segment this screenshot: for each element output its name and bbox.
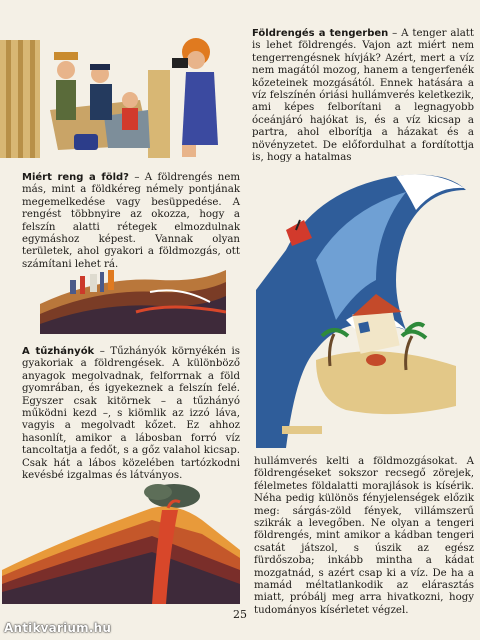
sea-earthquake-text-top (252, 28, 474, 164)
why-shake-section (22, 172, 240, 271)
why-shake-heading: Miért reng a föld? (22, 172, 129, 183)
volcanoes-heading: A tűzhányók (22, 346, 95, 357)
tourists-ruins-illustration (0, 30, 242, 158)
volcanoes-section (22, 346, 240, 482)
why-shake-body: – A földrengés nem más, mint a földkéreg némely pontjának megemelkedése vagy besüppedése. A rengést többnyire az okozza, hogy a felszín alatti rétegek elmozdulnak egymáshoz képest. Vannak olyan területek, ahol gyakori a földmozgás, ott számítani lehet rá. (22, 172, 241, 270)
sea-earthquake-body-bottom: hullámverés kelti a földmozgásokat. A földrengéseket sokszor recsegő zörejek, félelmetes földalatti morajlások is kísérik. Néha pedig különös fényjelenségek előzik meg: sárgás-zöld fények, villámszerű szikrák a levegőben. Ne olyan a tengeri földrengés, mint amikor a kádban tengeri csatát játszol, s úszik az egész fürdőszoba; inkább mintha a kádat mozgatnád, s azért csap ki a víz. De ha a mamád méltatlankodik az elárasztás miatt, próbálj meg arra hivatkozni, hogy tudományos kísérletet végzel. (254, 456, 474, 616)
sea-earthquake-text-bottom (254, 456, 474, 617)
sea-earthquake-heading: Földrengés a tengerben (252, 28, 389, 39)
watermark-text: Antikvarium.hu (4, 621, 112, 635)
tsunami-wave-illustration (256, 170, 476, 448)
page-number: 25 (233, 608, 247, 621)
volcanoes-body: – Tűzhányók környékén is gyakoriak a földrengések. A különböző anyagok megolvadnak, felforrnak a föld gyomrában, és igyekeznek a felszín felé. Egyszer csak kitörnek – a tűzhányó működni kezd –, s kiömlik az izzó láva, vagyis a megolvadt kőzet. Ez ahhoz hasonlít, amikor a lábosban forró víz tancoltatja a fedőt, s a gőz valahol kicsap. Csak hát a lábos közelében tartózkodni kevésbé izgalmas és látványos. (22, 346, 240, 482)
volcano-cross-section-illustration (2, 480, 240, 604)
sea-earthquake-body-top: – A tenger alatt is lehet földrengés. Vajon azt miért nem tengerrengésnek hívják? Azért, mert a víz nem magától mozog, hanem a tengerfenék kőzeteinek mozgásától. Ennek hatására a víz felszínén óriási hullámverés keletkezik, ami képes felborítani a legnagyobb óceánjáró hajókat is, és a víz kicsap a partra, ahol elborítja a házakat és a növényzetet. De előfordulhat a fordítottja is, hogy a hatalmas (252, 28, 474, 164)
earth-layers-city-illustration (40, 262, 226, 334)
